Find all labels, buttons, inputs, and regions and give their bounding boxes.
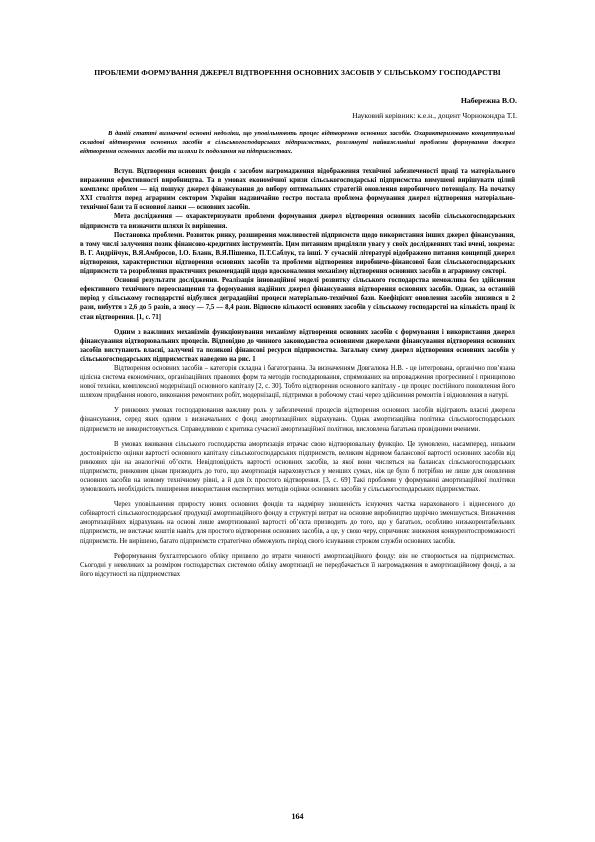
body-paragraph [80,364,515,400]
body-paragraph [80,167,515,212]
article-title: ПРОБЛЕМИ ФОРМУВАННЯ ДЖЕРЕЛ ВІДТВОРЕННЯ ОСНОВНИХ ЗАСОБІВ У СІЛЬСЬКОМУ ГОСПОДАРСТВІ [94,68,501,77]
paragraph-lead: Мета дослідження [114,213,173,221]
paragraph-text: В умовах вживання сільського господарства амортизація втрачає свою відтворювальну функцію. Це зумовлено, насамперед, низьким достовірністю оцінки вартості основного капіталу сільськогосподарських підприємств, великим відривом балансової вартості основних засобів від ринкових цін на аналогічні об’єкти. Невідповідність вартості основних засобів, за якої вони числяться на балансах сільськогосподарських підприємств, ринковим цінам призводить до того, що амортизація нараховується у менших сумах, ніж це було б потрібно не лише для оновлення основних засобів на новому технічному рівні, а й для їх простого відтворення. [3, с. 69] Такі проблеми у формуванні амортизаційної політики зумовлюють необхідність поширення використання експертних методів оцінки основних засобів у сільськогосподарських підприємствах. [80,440,515,494]
body-paragraph [80,212,515,230]
body-paragraph [80,328,515,364]
paragraph-text: Розвиток ринку, розширення можливостей підприємств щодо використання інших джерел фінансування, в тому числі залучення позик фінансово-кредитних інструментів. Цим питанням приділяли увагу у своїх дослідженнях такі вчені, зокрема: В. Г. Андрійчук, В.Я.Амбросов, І.О. Бланк, В.Я.Пішенко, П.Т.Саблук, та інші. У сучасній літературі відображено питання концепції джерел відтворення, характеристики відтворення основних засобів та проблеми відтворення виробничо-фінансової бази сільськогосподарських підприємств та розроблення практичних рекомендацій щодо вдосконалення механізму відтворення основних засобів в аграрному секторі. [80,231,515,276]
paragraph-text: Відтворення основних фондів є засобом нагромадження відображення технічної забезпеченості праці та матеріального виражения ефективності виробництва. Та в умовах економічної кризи сільськогосподарські підприємства вимушені вирішувати цілий комплекс проблем — від пошуку джерел фінансування до вибору оптимальних стратегій оновлення виробничого потенціалу. На початку ХХІ століття перед аграрним сектором України надзвичайно гостро постала проблема формування джерел відтворення матеріально-технічної бази та її основної ланки — основних засобів. [80,168,515,212]
paragraph-lead: Постановка проблеми. [114,231,185,239]
paragraph-text: — охарактеризувати проблеми формування джерел відтворення основних засобів сільськогосподарських підприємств та визначити шляхи їх вирішення. [80,213,515,230]
paragraph-text: Реформування бухгалтерського обліку призвело до втрати чинності амортизаційного фонду: він не створюється на підприємствах. Сьогодні у невеликих за розміром господарствах системою обліку амортизації не передбачається її нагромадження в амортизаційному фонді, а за його відсутності на підприємствах [80,552,515,578]
author-name: Набережна В.О. [460,96,517,105]
paragraph-text: Реалізація інноваційної моделі розвитку сільського господарства неможлива без здійснення ефективного технічного переоснащення та формування надійних джерел фінансування відтворення основних засобів. Однак, за останній період у сільському господарстві відбулися деградаційні процеси матеріально-технічної бази. Коефіцієнт оновлення засобів знизився в 2 рази, вибуття з 2,6 до 5 разів, а зносу — 7,5 — 8,4 рази. Відносно кількості основних засобів у сільському господарстві на кількість праці їх стан відтворення. [1, с. 71] [80,277,516,321]
article-body [80,167,515,579]
body-paragraph [80,231,515,276]
paragraph-lead: Основні результати дослідження. [114,277,219,285]
body-paragraph [80,500,515,545]
paragraph-lead: Вступ. [114,168,134,175]
body-paragraph [80,406,515,433]
body-paragraph [80,276,515,321]
page-number: 164 [291,812,304,821]
scientific-advisor: Науковий керівник: к.е.н., доцент Чорнокондра Т.І. [352,111,517,120]
body-paragraph [80,552,515,579]
paragraph-text: У ринкових умовах господарювання важливу роль у забезпеченні процесів відтворення основних засобів відіграють власні джерела фінансування, серед яких одним з визначальних є фонд амортизаційних відрахувань. Однак амортизаційна політика сільськогосподарських підприємств не використовується. Справедливою є критика сучасної амортизаційної політики, висловлена багатьма провідними вченими. [80,407,515,433]
paragraph-text: Через уповільнення приросту нових основних фондів та надмірну зношеність існуючих частка нарахованого і віднесеного до собівартості сільськогосподарської продукції амортизаційного фонду в структурі витрат на основне виробництво щорічно зменшується. Визначення амортизаційних відрахувань на основі лише амортизованої вартості об’єкта призводить до того, що у багатьох, особливо низькорентабельних підприємств, не вистачає коштів навіть для простого відтворення основних засобів, а це, у свою черу, спричиняє зниження конкурентоспроможності підприємств. Не вирішено, багато підприємств стратегічно обмежують період свого існування строком служби основних засобів. [80,501,515,545]
paragraph-text: Відтворення основних засобів – категорія складна і багатогранна. За визначенням Довгалюка Н.В. - це інтегрована, органічно пов’язана цілісна система економічних, організаційних правових форм та методів господарювання, спрямованих на впровадження прогресивної і принципово нової техніки, комплексної модернізації основного капіталу [2, с. 30]. Тобто відтворення основного капіталу - це процес постійного поновлення його шляхом придбання нового, виконання ремонтних робіт, модернізації, підтримки в робочому стані через здійснення ремонтів і відновлення в натурі. [80,364,515,400]
abstract: В даній статті визначені основні недоліки, що уповільнюють процес відтворення основних засобів. Охарактеризовано концептуальні складові відтворення основних засобів в сільськогосподарських підприємствах, розглянуті найважливіші проблеми формування джерел відтворення основних засобів та шляхи їх подолання на підприємствах. [80,130,515,156]
paragraph-text: Одним з важливих механізмів функціонування механізму відтворення основних засобів є формування і використання джерел фінансування відтворювальних процесів. Відповідно до чинного законодавства основними джерелами фінансування відтворення основних засобів виступають власні, залучені та позикові фінансові ресурси підприємства. Загальну схему джерел відтворення основних засобів у сільськогосподарських підприємствах наведено на рис. 1 [80,328,515,363]
body-paragraph [80,440,515,495]
